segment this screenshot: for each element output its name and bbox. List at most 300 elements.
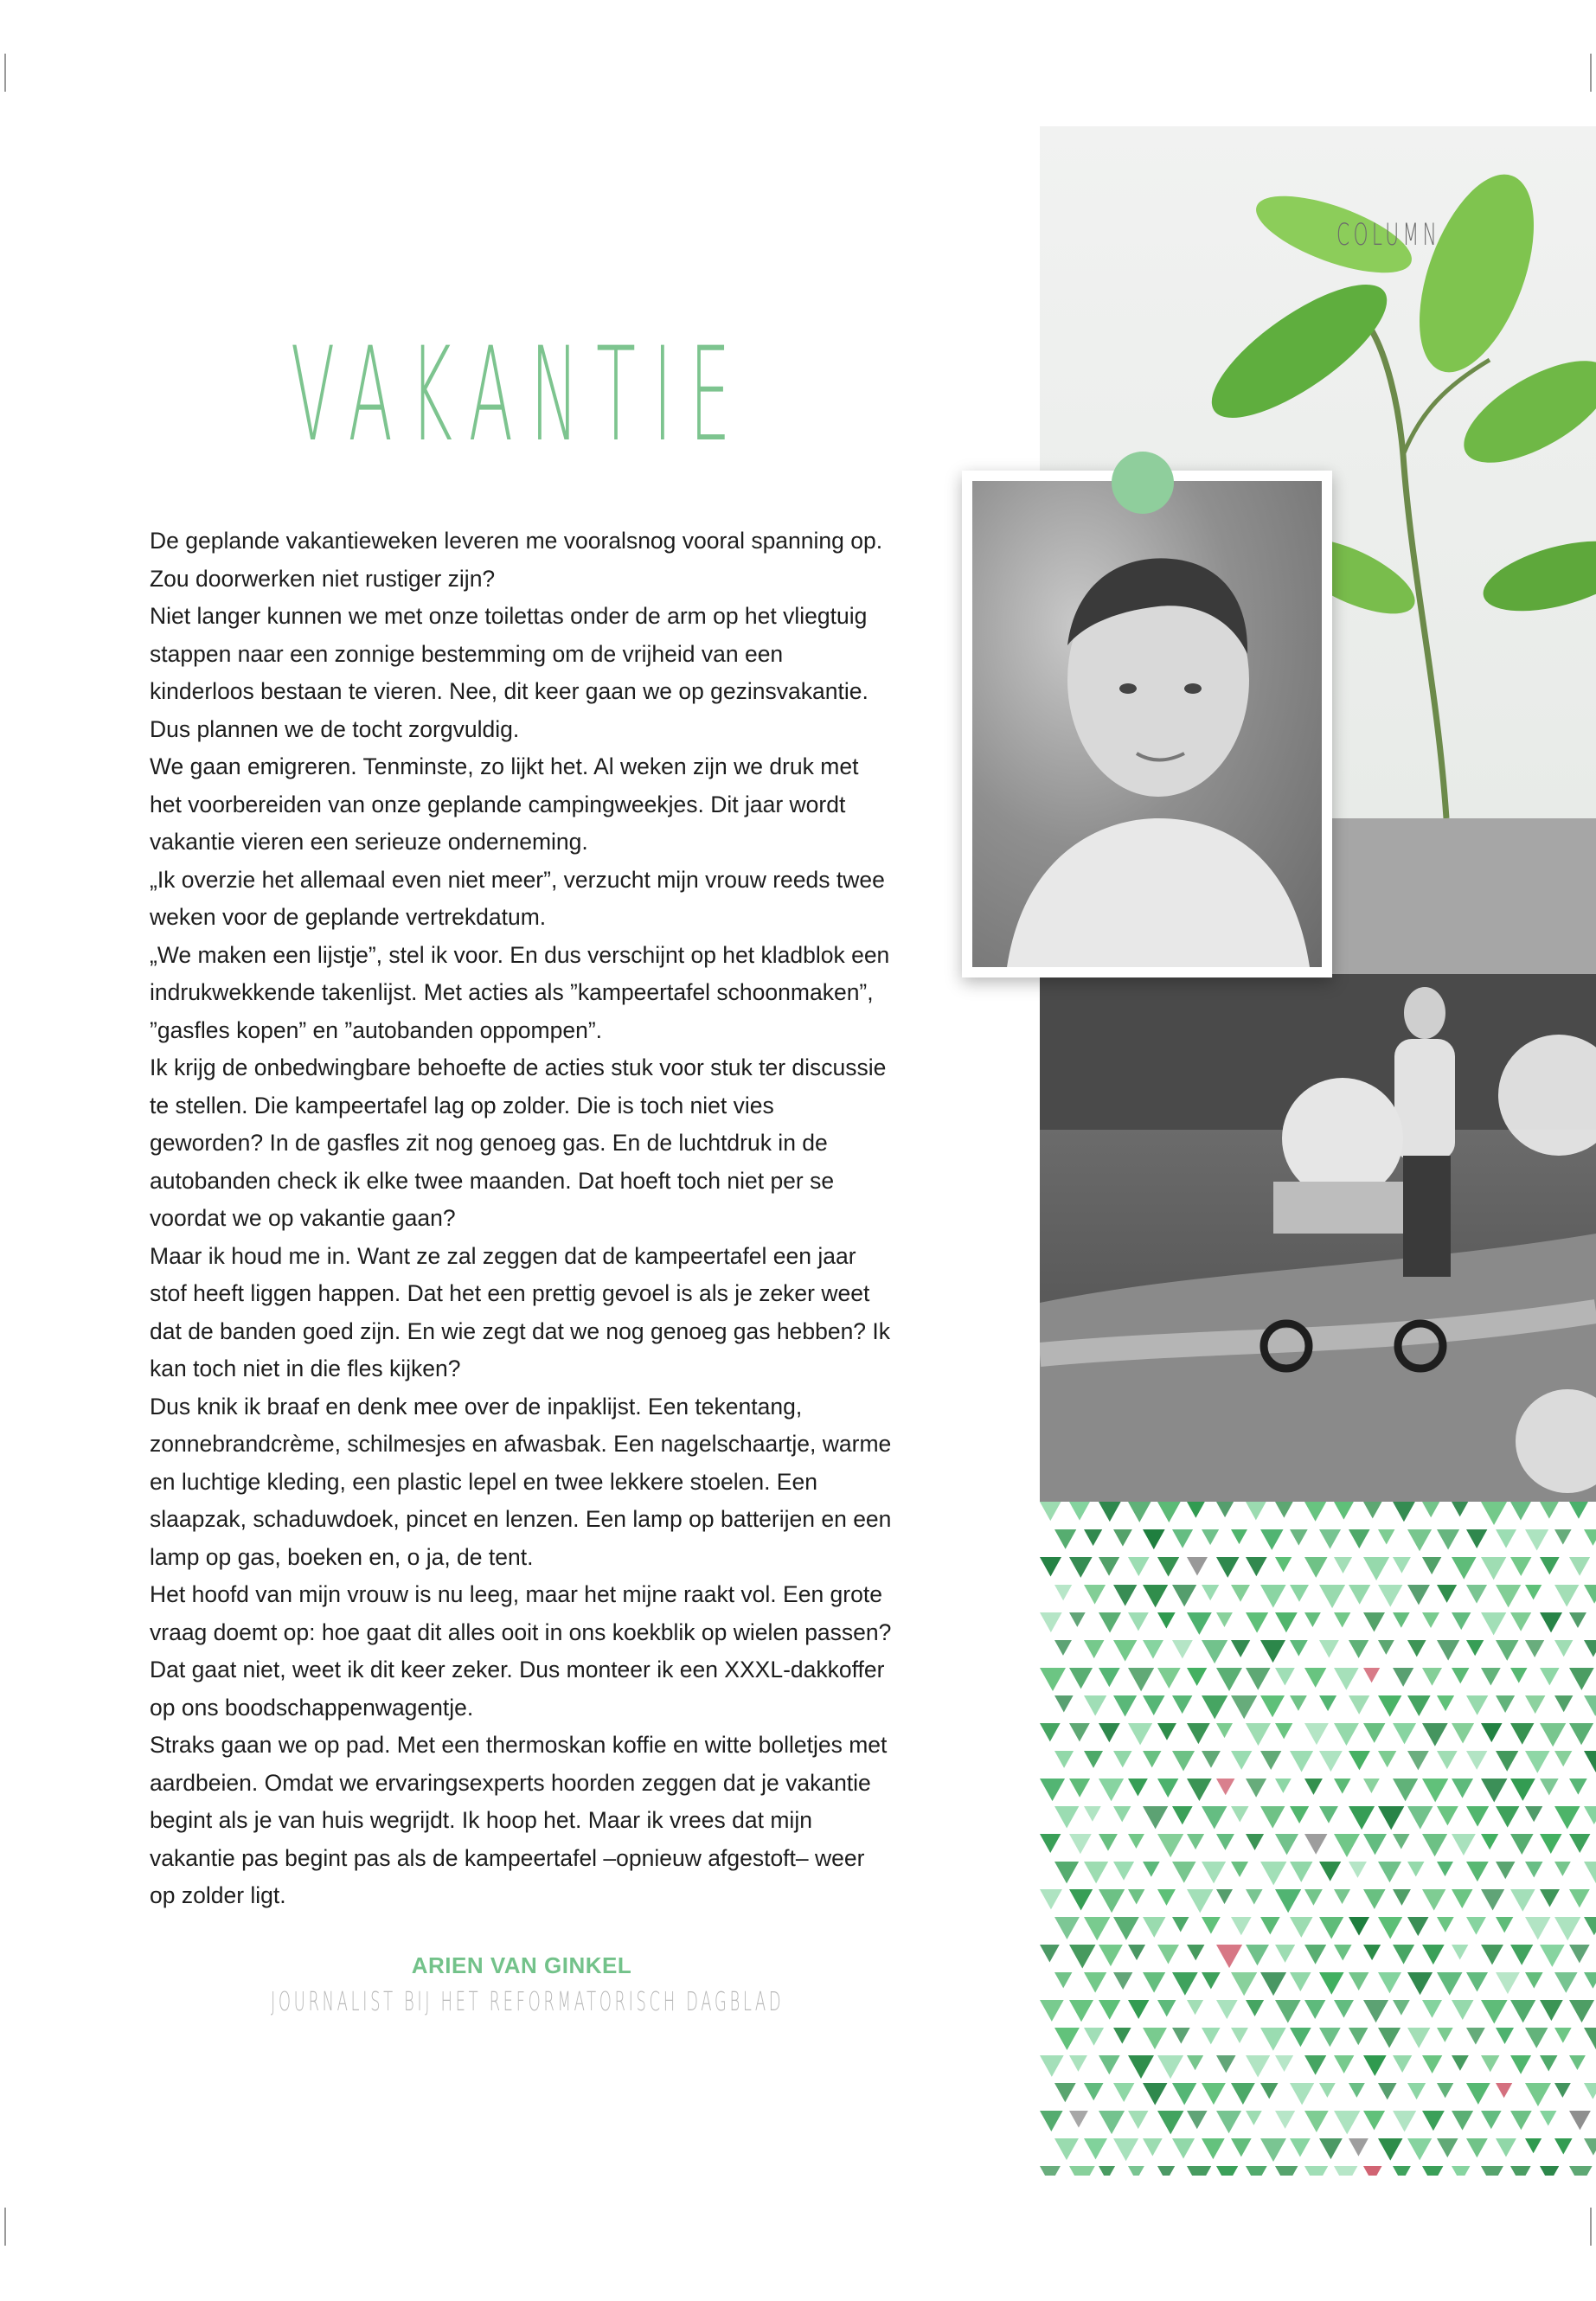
triangle-tile <box>1510 1502 1531 1521</box>
triangle-tile <box>1216 1889 1233 1904</box>
triangle-tile <box>1363 2055 1387 2076</box>
triangle-tile <box>1540 1668 1560 1685</box>
triangle-tile <box>1319 1529 1341 1549</box>
triangle-tile <box>1187 1834 1204 1849</box>
triangle-tile <box>1187 1668 1207 1686</box>
paragraph: We gaan emigreren. Tenminste, zo lijkt het. Al weken zijn we druk met het voorbereiden van onze geplande campingweekjes. Dit jaar wordt vakantie vieren een serieuze onderneming. <box>150 753 859 855</box>
triangle-tile <box>1334 1779 1351 1794</box>
triangle-tile <box>1584 1751 1596 1772</box>
triangle-tile <box>1202 1972 1221 1990</box>
triangle-tile <box>1040 2055 1064 2077</box>
triangle-tile <box>1378 2138 1403 2161</box>
triangle-tile <box>1172 2138 1195 2158</box>
triangle-tile <box>1319 1695 1336 1711</box>
triangle-tile <box>1554 2138 1573 2155</box>
triangle-tile <box>1113 2138 1138 2161</box>
triangle-tile <box>1466 1529 1487 1548</box>
triangle-tile <box>1054 1585 1072 1600</box>
triangle-tile <box>1584 1862 1596 1885</box>
triangle-tile <box>1349 1972 1368 1990</box>
triangle-tile <box>1084 1640 1104 1658</box>
triangle-tile <box>1231 1585 1250 1602</box>
triangle-tile <box>1304 2111 1329 2132</box>
triangle-tile <box>1378 1640 1394 1655</box>
triangle-tile <box>1437 1806 1458 1825</box>
triangle-tile <box>1069 1612 1086 1627</box>
crop-mark-bottom-left <box>4 2208 6 2246</box>
article-title: VAKANTIE <box>291 320 748 471</box>
triangle-tile <box>1540 1889 1560 1907</box>
triangle-tile <box>1334 1945 1352 1961</box>
triangle-tile <box>1496 1751 1518 1772</box>
triangle-tile <box>1319 1917 1343 1939</box>
triangle-tile <box>1349 2083 1365 2098</box>
triangle-tile <box>1452 1557 1477 1580</box>
triangle-tile <box>1378 1751 1396 1767</box>
triangle-tile <box>1437 1917 1454 1932</box>
triangle-tile <box>1157 1779 1178 1798</box>
triangle-tile <box>1422 1668 1442 1686</box>
triangle-tile <box>1040 1723 1061 1741</box>
triangle-tile <box>1510 1612 1531 1631</box>
triangle-tile <box>1510 1779 1535 1801</box>
triangle-tile <box>1584 2028 1596 2050</box>
triangle-tile <box>1157 1557 1179 1577</box>
triangle-tile <box>1496 1917 1513 1932</box>
triangle-tile <box>1304 1779 1323 1795</box>
triangle-tile <box>1584 1917 1596 1935</box>
triangle-tile <box>1363 2166 1381 2176</box>
triangle-tile <box>1334 2000 1354 2018</box>
triangle-tile <box>1157 1889 1176 1906</box>
triangle-tile <box>1378 1695 1401 1717</box>
triangle-tile <box>1569 1668 1594 1690</box>
triangle-tile <box>1349 1917 1369 1936</box>
triangle-tile <box>1231 1972 1257 1996</box>
triangle-tile <box>1540 1612 1562 1632</box>
triangle-tile <box>1187 2055 1203 2070</box>
triangle-tile <box>1275 1557 1292 1572</box>
triangle-tile <box>1187 1612 1212 1635</box>
triangle-tile <box>1290 1862 1312 1882</box>
triangle-tile <box>1437 1585 1457 1603</box>
triangle-tile <box>1525 1529 1548 1551</box>
triangle-tile <box>1363 1668 1380 1682</box>
triangle-tile <box>1040 1889 1062 1909</box>
triangle-tile <box>1216 2055 1236 2073</box>
triangle-tile <box>1393 2111 1416 2132</box>
triangle-tile <box>1304 1945 1326 1965</box>
triangle-tile <box>1584 1640 1596 1657</box>
triangle-tile <box>1481 1723 1503 1742</box>
triangle-tile <box>1231 1917 1252 1935</box>
triangle-tile <box>1363 1834 1387 1855</box>
triangle-tile <box>1216 2000 1238 2019</box>
triangle-tile <box>1569 2000 1594 2022</box>
triangle-tile <box>1569 1834 1590 1853</box>
triangle-tile <box>1496 1695 1515 1713</box>
triangle-tile <box>1069 2055 1087 2072</box>
triangle-tile <box>1393 1668 1413 1687</box>
triangle-tile <box>1363 1779 1380 1793</box>
triangle-tile <box>1157 2111 1183 2134</box>
triangle-tile <box>1143 2028 1167 2049</box>
triangle-tile <box>1128 2055 1154 2079</box>
triangle-tile <box>1319 1806 1338 1823</box>
triangle-tile <box>1172 1640 1193 1658</box>
triangle-tile <box>1525 1862 1543 1877</box>
triangle-tile <box>1231 1695 1257 1719</box>
triangle-tile <box>1393 1779 1418 1801</box>
triangle-tile <box>1481 2055 1499 2072</box>
triangle-tile <box>1069 1779 1090 1798</box>
triangle-tile <box>1437 1751 1458 1769</box>
paragraph: Het hoofd van mijn vrouw is nu leeg, maar het mijne raakt vol. Een grote vraag doemt op: hoe gaat dit alles ooit in ons koekblik op wielen passen? Dat gaat niet, weet ik dit keer zeker. Dus monteer ik een XXXL-dakkoffer op ons boodschappenwagentje. <box>150 1581 892 1721</box>
triangle-tile <box>1304 2000 1325 2019</box>
triangle-tile <box>1422 1557 1441 1574</box>
triangle-tile <box>1216 2111 1241 2133</box>
triangle-tile <box>1040 2111 1063 2131</box>
crop-mark-top-left <box>4 54 6 92</box>
triangle-tile <box>1275 1945 1295 1963</box>
triangle-tile <box>1069 2111 1088 2128</box>
triangle-tile <box>1231 2028 1248 2043</box>
triangle-tile <box>1407 1917 1429 1936</box>
triangle-tile <box>1452 2111 1473 2131</box>
triangle-tile <box>1040 1668 1066 1691</box>
paragraph: „We maken een lijstje”, stel ik voor. En dus verschijnt op het kladblok een indrukwekkende takenlijst. Met acties als ”kampeertafel schoonmaken”, ”gasfles kopen” en ”autobanden oppompen”. <box>150 941 890 1043</box>
triangle-tile <box>1422 1834 1447 1856</box>
triangle-tile <box>1393 1889 1411 1906</box>
triangle-tile <box>1319 1972 1344 1995</box>
triangle-tile <box>1510 1889 1535 1912</box>
paragraph: Straks gaan we op pad. Met een thermoskan koffie en witte bolletjes met aardbeien. Omdat we ervaringsexperts hoorden zeggen dat je vakantie begint als je van huis wegrijdt. Ik hoop het. Maar ik vrees dat mijn vakantie pas begint pas als de kampeertafel –opnieuw afgestoft– weer op zolder ligt. <box>150 1732 888 1908</box>
triangle-tile <box>1275 2166 1298 2176</box>
triangle-tile <box>1466 1917 1486 1935</box>
triangle-tile <box>1304 2055 1326 2075</box>
triangle-tile <box>1172 1695 1192 1714</box>
triangle-tile <box>1393 1834 1410 1849</box>
triangle-tile <box>1466 1972 1488 1992</box>
triangle-tile <box>1452 1723 1474 1743</box>
triangle-tile <box>1202 1640 1227 1663</box>
triangle-tile <box>1187 2000 1203 2015</box>
paragraph: Maar ik houd me in. Want ze zal zeggen dat de kampeertafel een jaar stof heeft liggen happen. Dat het een prettig gevoel is als je zeker weet dat de banden goed zijn. En wie zegt dat we nog genoeg gas hebben? Ik kan toch niet in die fles kijken? <box>150 1242 891 1381</box>
triangle-tile <box>1231 1640 1250 1657</box>
triangle-tile <box>1569 1945 1590 1963</box>
triangle-tile <box>1260 1862 1286 1885</box>
triangle-tile <box>1319 2028 1341 2047</box>
triangle-tile <box>1216 1945 1242 1968</box>
triangle-tile <box>1422 1945 1445 1965</box>
triangle-tile <box>1496 2083 1512 2098</box>
triangle-tile <box>1525 2138 1542 2153</box>
triangle-tile <box>1128 1612 1149 1631</box>
triangle-tile <box>1172 1751 1195 1771</box>
paragraph: Dus knik ik braaf en denk mee over de inpaklijst. Een tekentang, zonnebrandcrème, schilmesjes en afwasbak. Een nagelschaartje, warme en luchtige kleding, een plastic lepel en twee lekkere stoelen. Een slaapzak, schaduwdoek, pincet en lenzen. Een lamp op batterijen en een lamp op gas, boeken en, o ja, de tent. <box>150 1393 892 1570</box>
triangle-tile <box>1099 1945 1123 1966</box>
triangle-tile <box>1157 1945 1179 1964</box>
triangle-tile <box>1202 1695 1227 1719</box>
triangle-tile <box>1510 2055 1531 2074</box>
triangle-tile <box>1510 1668 1528 1683</box>
triangle-tile <box>1319 2083 1336 2098</box>
triangle-tile <box>1363 1945 1381 1960</box>
triangle-tile <box>1319 1862 1341 1881</box>
triangle-tile <box>1481 1834 1498 1849</box>
triangle-tile <box>1349 2028 1368 2045</box>
triangle-tile <box>1407 1862 1424 1877</box>
triangle-tile <box>1143 2083 1167 2106</box>
triangle-tile <box>1084 2028 1104 2046</box>
triangle-tile <box>1275 1612 1298 1632</box>
triangle-tile <box>1304 2166 1328 2176</box>
triangle-tile <box>1187 1557 1208 1576</box>
triangle-tile <box>1187 1723 1210 1744</box>
triangle-tile <box>1466 1640 1484 1656</box>
triangle-tile <box>1540 2055 1558 2071</box>
triangle-tile <box>1437 1862 1453 1876</box>
triangle-tile <box>1554 1640 1573 1657</box>
triangle-tile <box>1481 1502 1507 1525</box>
triangle-tile <box>1334 1723 1359 1746</box>
triangle-tile <box>1407 1806 1433 1830</box>
triangle-tile <box>1040 1612 1062 1632</box>
triangle-tile <box>1319 2138 1343 2159</box>
section-label: COLUMN <box>1336 218 1441 253</box>
triangle-tile <box>1054 1529 1076 1549</box>
triangle-tile <box>1334 2166 1357 2176</box>
triangle-tile <box>1084 1585 1106 1605</box>
triangle-tile <box>1069 2166 1095 2176</box>
triangle-tile <box>1290 2083 1314 2105</box>
triangle-tile <box>1437 1640 1459 1661</box>
triangle-tile <box>1143 1806 1168 1829</box>
triangle-tile <box>1246 1779 1266 1798</box>
triangle-tile <box>1540 2000 1563 2021</box>
triangle-tile <box>1172 1529 1193 1548</box>
triangle-tile <box>1187 1502 1205 1518</box>
triangle-tile <box>1099 2111 1125 2134</box>
triangle-tile <box>1113 1806 1131 1822</box>
triangle-tile <box>1128 1834 1144 1849</box>
triangle-tile <box>1525 1640 1544 1657</box>
triangle-tile <box>1275 1779 1292 1793</box>
triangle-tile <box>1393 1612 1410 1628</box>
triangle-tile <box>1069 1557 1093 1578</box>
triangle-tile <box>1584 1972 1596 1989</box>
triangle-tile <box>1143 1585 1168 1607</box>
triangle-tile <box>1569 2166 1593 2176</box>
triangle-tile <box>1246 1889 1263 1905</box>
triangle-tile <box>1525 1917 1550 1940</box>
triangle-tile <box>1143 1972 1165 1993</box>
triangle-tile <box>1172 1806 1193 1824</box>
triangle-tile <box>1187 1889 1213 1913</box>
triangle-tile <box>1525 1972 1543 1989</box>
triangle-tile <box>1113 1972 1132 1990</box>
triangle-tile <box>1099 1889 1125 1913</box>
triangle-tile <box>1069 1502 1090 1521</box>
triangle-tile <box>1304 1557 1328 1578</box>
triangle-tile <box>1407 1751 1429 1770</box>
triangle-tile <box>1275 1502 1293 1518</box>
triangle-tile <box>1099 1668 1120 1687</box>
triangle-tile <box>1452 1668 1469 1683</box>
triangle-tile <box>1290 1972 1311 1991</box>
triangle-tile <box>1496 1972 1520 1994</box>
triangle-tile <box>1584 1695 1596 1716</box>
triangle-tile <box>1260 2083 1278 2099</box>
triangle-tile <box>1290 1529 1308 1546</box>
triangle-tile <box>1569 1612 1586 1628</box>
triangle-tile <box>1202 2138 1225 2159</box>
triangle-tile <box>1157 2055 1183 2079</box>
triangle-tile <box>1481 1612 1506 1635</box>
author-role: JOURNALIST BIJ HET REFORMATORISCH DAGBLAD <box>271 1987 785 2017</box>
triangle-tile <box>1422 1723 1448 1747</box>
triangle-tile <box>1143 1640 1163 1659</box>
triangle-tile <box>1069 1834 1092 1854</box>
triangle-tile <box>1540 1779 1559 1795</box>
triangle-tile <box>1275 1834 1298 1855</box>
triangle-tile <box>1496 1585 1521 1607</box>
triangle-tile <box>1304 1502 1326 1522</box>
portrait-illustration <box>972 481 1322 967</box>
triangle-tile <box>1452 1889 1473 1908</box>
triangle-tile <box>1143 1695 1165 1715</box>
triangle-tile <box>1363 2000 1388 2022</box>
triangle-tile <box>1290 1695 1307 1711</box>
crop-mark-bottom-right <box>1590 2208 1592 2246</box>
triangle-tile <box>1040 2000 1064 2022</box>
triangle-tile <box>1437 1695 1454 1711</box>
triangle-tile <box>1128 1668 1154 1691</box>
triangle-tile <box>1422 2111 1445 2131</box>
triangle-tile <box>1422 2000 1442 2018</box>
triangle-tile <box>1554 1529 1572 1545</box>
triangle-tile <box>1584 1585 1596 1604</box>
triangle-tile <box>1363 1723 1385 1743</box>
triangle-mosaic <box>1040 1502 1596 2176</box>
triangle-tile <box>1304 1889 1323 1906</box>
triangle-tile <box>1422 1889 1445 1911</box>
triangle-tile <box>1554 2083 1571 2098</box>
triangle-tile <box>1334 1889 1350 1904</box>
triangle-tile <box>1084 1751 1103 1768</box>
triangle-tile <box>1466 1695 1488 1715</box>
triangle-tile <box>1393 1723 1416 1744</box>
triangle-tile <box>1187 2166 1211 2176</box>
triangle-tile <box>1378 1972 1401 1993</box>
triangle-tile <box>1452 2166 1470 2176</box>
triangle-tile <box>1334 1557 1352 1574</box>
triangle-tile <box>1084 1806 1101 1822</box>
portrait-polaroid <box>962 471 1332 977</box>
triangle-tile <box>1304 1834 1327 1855</box>
triangle-tile <box>1407 1972 1433 1995</box>
triangle-tile <box>1349 1585 1370 1605</box>
triangle-tile <box>1378 1585 1403 1607</box>
triangle-tile <box>1260 1751 1281 1770</box>
triangle-tile <box>1231 1862 1248 1877</box>
triangle-tile <box>1510 2166 1531 2176</box>
author-portrait-photo <box>972 481 1322 967</box>
triangle-tile <box>1216 1668 1242 1691</box>
triangle-tile <box>1437 2138 1458 2157</box>
triangle-tile <box>1231 1529 1247 1544</box>
triangle-tile <box>1246 2000 1264 2016</box>
triangle-tile <box>1407 2138 1432 2160</box>
triangle-tile <box>1187 1779 1212 1801</box>
triangle-tile <box>1054 1862 1079 1883</box>
triangle-tile <box>1569 1502 1588 1519</box>
triangle-tile <box>1510 1557 1531 1576</box>
triangle-tile <box>1099 2000 1120 2020</box>
triangle-tile <box>1363 1502 1382 1518</box>
triangle-tile <box>1554 1972 1578 1993</box>
triangle-tile <box>1216 1557 1239 1578</box>
triangle-tile <box>1260 2028 1286 2051</box>
triangle-tile <box>1246 1502 1266 1520</box>
triangle-tile <box>1349 1695 1369 1715</box>
triangle-tile <box>1437 2083 1453 2098</box>
triangle-tile <box>1393 1945 1414 1965</box>
triangle-tile <box>1143 1862 1160 1877</box>
triangle-tile <box>1481 2111 1502 2129</box>
triangle-tile <box>1525 1806 1542 1822</box>
triangle-tile <box>1069 1668 1093 1689</box>
triangle-tile <box>1363 1612 1385 1631</box>
triangle-tile <box>1069 1889 1093 1910</box>
triangle-tile <box>1481 2000 1508 2024</box>
triangle-tile <box>1554 1917 1580 1940</box>
triangle-tile <box>1099 1502 1121 1522</box>
triangle-tile <box>1172 1862 1196 1883</box>
triangle-tile <box>1452 1834 1476 1856</box>
triangle-tile <box>1275 1668 1295 1686</box>
paragraph: Ik krijg de onbedwingbare behoefte de acties stuk voor stuk ter discussie te stellen. Die kampeertafel lag op zolder. Die is toch niet vies geworden? In de gasfles zit nog genoeg gas. En de luchtdruk in de autobanden check ik elke twee maanden. Dat hoeft toch niet per se voordat we op vakantie gaan? <box>150 1054 887 1231</box>
triangle-tile <box>1540 2166 1559 2176</box>
triangle-tile <box>1290 2028 1311 2047</box>
triangle-tile <box>1099 2055 1120 2074</box>
triangle-tile <box>1569 1889 1590 1907</box>
triangle-tile <box>1099 1612 1121 1632</box>
triangle-tile <box>1143 1917 1166 1938</box>
triangle-tile <box>1569 1557 1590 1576</box>
triangle-tile <box>1187 2111 1208 2129</box>
triangle-tile <box>1202 2028 1221 2044</box>
triangle-tile <box>1084 1972 1106 1993</box>
triangle-tile <box>1334 2055 1354 2073</box>
triangle-tile <box>1525 2083 1551 2106</box>
triangle-tile <box>1113 1640 1137 1662</box>
triangle-tile <box>1216 1612 1233 1627</box>
triangle-tile <box>1481 2166 1503 2176</box>
triangle-tile <box>1466 2028 1485 2045</box>
triangle-tile <box>1349 1751 1370 1770</box>
triangle-tile <box>1084 2138 1107 2159</box>
triangle-tile <box>1172 1917 1189 1932</box>
triangle-tile <box>1334 1502 1354 1520</box>
triangle-tile <box>1540 1834 1562 1854</box>
triangle-tile <box>1319 1585 1345 1608</box>
triangle-tile <box>1246 1834 1264 1850</box>
triangle-tile <box>1554 1695 1573 1712</box>
triangle-tile <box>1349 1862 1367 1878</box>
triangle-tile <box>1496 2138 1516 2157</box>
triangle-tile <box>1525 2028 1548 2048</box>
